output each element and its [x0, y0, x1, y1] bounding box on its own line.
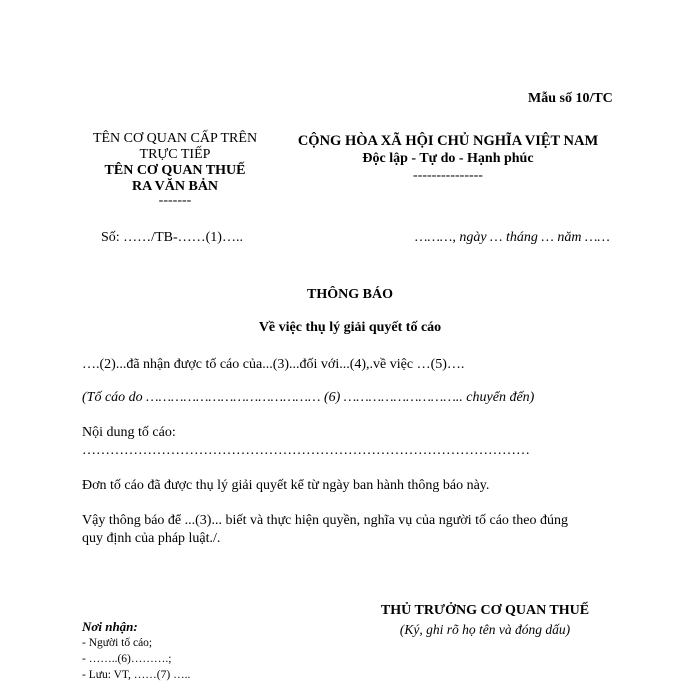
right-header-divider: ---------------	[413, 168, 483, 183]
document-subtitle: Về việc thụ lý giải quyết tố cáo	[258, 320, 442, 335]
right-header	[282, 133, 614, 184]
recipients-block	[82, 619, 190, 683]
form-number: Mẫu số 10/TC	[528, 91, 613, 106]
content-label: Nội dung tố cáo:	[82, 425, 176, 440]
recipient-item: - Người tố cáo;	[82, 637, 153, 649]
paragraph-forwarded-by: (Tố cáo do …………………………………… (6) ……………………….. chuyển đến)	[82, 390, 535, 405]
national-motto: Độc lập - Tự do - Hạnh phúc	[362, 151, 534, 166]
document-number: Số: ……/TB-……(1)…..	[101, 230, 243, 245]
recipient-item: - Lưu: VT, ……(7) …..	[82, 669, 191, 681]
paragraph-received: ….(2)...đã nhận được tố cáo của...(3)...đối với...(4),.về việc …(5)….	[82, 357, 465, 372]
recipients-label: Nơi nhận:	[82, 619, 138, 634]
paragraph-notice-line2: quy định của pháp luật./.	[82, 531, 221, 546]
content-dots: ……………………………………………………………………………………	[82, 443, 530, 458]
date-line: ………, ngày … tháng … năm ……	[415, 230, 610, 245]
tax-office-line1: TÊN CƠ QUAN THUẾ	[104, 163, 246, 178]
issuing-authority-line1: TÊN CƠ QUAN CẤP TRÊN	[92, 131, 258, 146]
issuing-authority-line2: TRỰC TIẾP	[139, 147, 211, 162]
paragraph-accepted: Đơn tố cáo đã được thụ lý giải quyết kể từ ngày ban hành thông báo này.	[82, 478, 490, 493]
tax-office-line2: RA VĂN BẢN	[131, 179, 219, 194]
left-header-divider: -------	[158, 193, 192, 208]
document-title: THÔNG BÁO	[307, 287, 393, 302]
left-header	[75, 131, 275, 207]
nation-name: CỘNG HÒA XÃ HỘI CHỦ NGHĨA VIỆT NAM	[297, 133, 599, 149]
signature-block	[360, 601, 610, 639]
recipient-item: - ……..(6)……….;	[82, 653, 172, 665]
paragraph-notice-line1: Vậy thông báo để ...(3)... biết và thực hiện quyền, nghĩa vụ của người tố cáo theo đúng	[82, 513, 569, 528]
signature-note: (Ký, ghi rõ họ tên và đóng dấu)	[399, 622, 571, 637]
signer-title: THỦ TRƯỞNG CƠ QUAN THUẾ	[380, 603, 590, 618]
